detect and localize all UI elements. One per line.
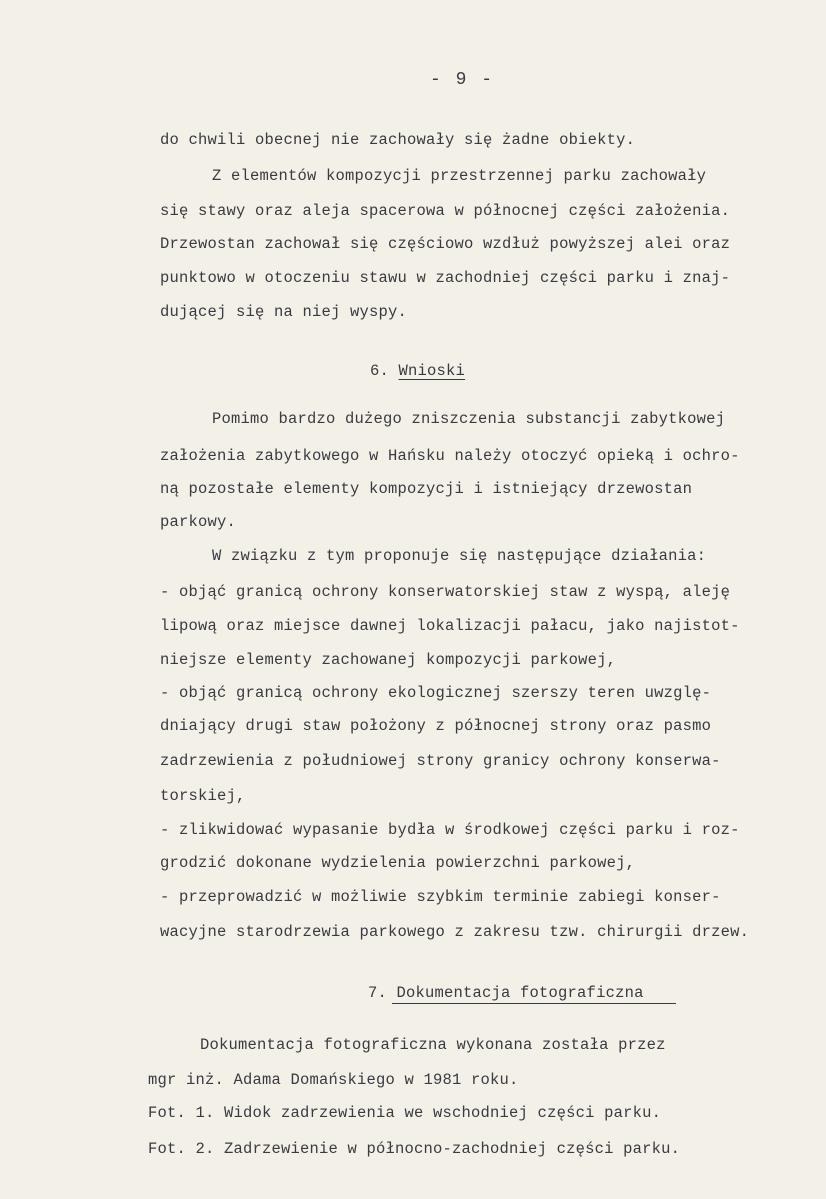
text-line: punktowo w otoczeniu stawu w zachodniej części parku i znaj- bbox=[160, 269, 731, 287]
text-line: Fot. 1. Widok zadrzewienia we wschodniej części parku. bbox=[148, 1104, 662, 1122]
text-line: do chwili obecnej nie zachowały się żadne obiekty. bbox=[160, 131, 636, 149]
text-line: parkowy. bbox=[160, 513, 237, 531]
text-line: Fot. 2. Zadrzewienie w północno-zachodniej części parku. bbox=[148, 1140, 681, 1158]
text-line: niejsze elementy zachowanej kompozycji parkowej, bbox=[160, 651, 617, 669]
text-line: założenia zabytkowego w Hańsku należy otoczyć opieką i ochro- bbox=[160, 447, 740, 465]
text-line: - objąć granicą ochrony konserwatorskiej staw z wyspą, aleję bbox=[160, 583, 731, 601]
section-7-title: Dokumentacja fotograficzna bbox=[396, 984, 644, 1002]
page-number: - 9 - bbox=[430, 70, 495, 90]
section-6-title: Wnioski bbox=[398, 362, 466, 380]
section-7-heading bbox=[368, 983, 644, 1003]
text-line: lipową oraz miejsce dawnej lokalizacji pałacu, jako najistot- bbox=[160, 617, 740, 635]
section-7-underline bbox=[392, 1003, 676, 1004]
text-line: zadrzewienia z południowej strony granicy ochrony konserwa- bbox=[160, 752, 721, 770]
text-line: Z elementów kompozycji przestrzennej parku zachowały bbox=[212, 167, 707, 185]
text-line: dującej się na niej wyspy. bbox=[160, 303, 408, 321]
text-line: wacyjne starodrzewia parkowego z zakresu tzw. chirurgii drzew. bbox=[160, 923, 750, 941]
text-line: - objąć granicą ochrony ekologicznej szerszy teren uwzglę- bbox=[160, 684, 712, 702]
text-line: się stawy oraz aleja spacerowa w północnej części założenia. bbox=[160, 202, 731, 220]
text-line: - zlikwidować wypasanie bydła w środkowej części parku i roz- bbox=[160, 821, 740, 839]
text-line: torskiej, bbox=[160, 787, 246, 805]
section-7-number: 7. bbox=[368, 984, 388, 1002]
text-line: ną pozostałe elementy kompozycji i istniejący drzewostan bbox=[160, 480, 693, 498]
text-line: mgr inż. Adama Domańskiego w 1981 roku. bbox=[148, 1071, 519, 1089]
section-6-number: 6. bbox=[370, 362, 390, 380]
text-line: Dokumentacja fotograficzna wykonana została przez bbox=[200, 1036, 666, 1054]
text-line: Pomimo bardzo dużego zniszczenia substancji zabytkowej bbox=[212, 410, 726, 428]
text-line: Drzewostan zachował się częściowo wzdłuż powyższej alei oraz bbox=[160, 235, 731, 253]
text-line: grodzić dokonane wydzielenia powierzchni parkowej, bbox=[160, 854, 636, 872]
text-line: dniający drugi staw położony z północnej strony oraz pasmo bbox=[160, 717, 712, 735]
text-line: W związku z tym proponuje się następujące działania: bbox=[212, 547, 707, 565]
text-line: - przeprowadzić w możliwie szybkim terminie zabiegi konser- bbox=[160, 888, 721, 906]
section-6-heading bbox=[370, 361, 465, 381]
